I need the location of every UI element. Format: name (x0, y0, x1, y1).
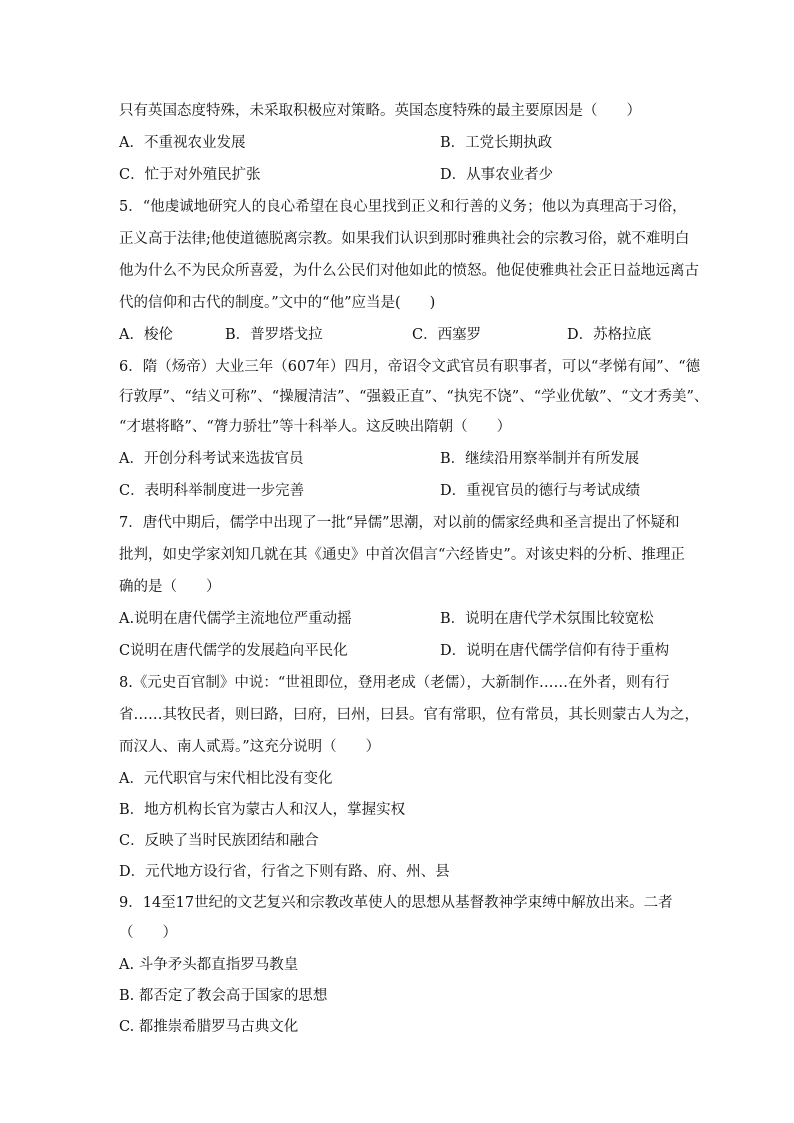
q8-stem-line-3: 而汉人、南人贰焉。”这充分说明（ ） (119, 739, 381, 755)
q8-stem-line-2: 省……其牧民者，则曰路，曰府，曰州，曰县。官有常职，位有常员，其长则蒙古人为之， (119, 707, 699, 723)
q9-option-a: A. 斗争矛头都直指罗马教皇 (119, 957, 299, 973)
q9-option-b: B. 都否定了教会高于国家的思想 (119, 988, 328, 1004)
q5-option-c: C．西塞罗 (412, 327, 482, 343)
q7-stem-line-2: 批判，如史学家刘知几就在其《通史》中首次倡言“六经皆史”。对该史料的分析、推理正 (119, 547, 685, 563)
q8-option-b: B．地方机构长官为蒙古人和汉人，掌握实权 (119, 802, 406, 818)
q6-stem-line-3: “才堪将略”、“膂力骄壮”等十科举人。这反映出隋朝（ ） (119, 419, 512, 435)
q7-stem-line-3: 确的是（ ） (119, 579, 221, 595)
q7-stem-line-1: 7．唐代中期后，儒学中出现了一批“异儒”思潮，对以前的儒家经典和圣言提出了怀疑和 (119, 515, 680, 531)
q7-option-c: C说明在唐代儒学的发展趋向平民化 (119, 643, 348, 659)
q4-option-d: D．从事农业者少 (440, 167, 554, 183)
q5-option-a: A．梭伦 (119, 327, 173, 343)
q8-option-d: D．元代地方设行省，行省之下则有路、府、州、县 (119, 864, 450, 880)
q5-stem-line-1: 5．“他虔诚地研究人的良心希望在良心里找到正义和行善的义务；他以为真理高于习俗， (119, 199, 687, 215)
q6-option-d: D．重视官员的德行与考试成绩 (440, 483, 641, 499)
q5-stem-line-3: 他为什么不为民众所喜爱，为什么公民们对他如此的愤怒。他促使雅典社会正日益地远离古 (119, 263, 699, 279)
q5-stem-line-4: 代的信仰和古代的制度。”文中的“他”应当是( ) (119, 295, 436, 311)
q5-option-b: B．普罗塔戈拉 (225, 327, 323, 343)
q6-stem-line-2: 行敦厚”、“结义可称”、“操履清洁”、“强毅正直”、“执宪不饶”、“学业优敏”、“文才秀美”、 (119, 389, 709, 405)
q4-option-a: A．不重视农业发展 (119, 135, 246, 151)
q9-option-c: C. 都推崇希腊罗马古典文化 (119, 1019, 299, 1035)
q8-option-c: C．反映了当时民族团结和融合 (119, 833, 319, 849)
q6-option-b: B．继续沿用察举制并有所发展 (440, 451, 640, 467)
q8-stem-line-1: 8.《元史百官制》中说：“世祖即位，登用老成（老儒），大新制作……在外者，则有行 (119, 675, 670, 691)
q5-option-d: D．苏格拉底 (567, 327, 652, 343)
q5-stem-line-2: 正义高于法律;他使道德脱离宗教。如果我们认识到那时雅典社会的宗教习俗，就不难明白 (119, 231, 690, 247)
q7-option-b: B．说明在唐代学术氛围比较宽松 (440, 611, 654, 627)
q8-option-a: A．元代职官与宋代相比没有变化 (119, 771, 333, 787)
q6-option-c: C．表明科举制度进一步完善 (119, 483, 305, 499)
q7-option-d: D．说明在唐代儒学信仰有待于重构 (440, 643, 670, 659)
q9-stem-line-1: 9．14至17世纪的文艺复兴和宗教改革使人的思想从基督教神学束缚中解放出来。二者 (119, 895, 673, 911)
q9-stem-line-2: （ ） (119, 925, 177, 941)
q6-stem-line-1: 6．隋（炀帝）大业三年（607年）四月，帝诏令文武官员有职事者，可以“孝悌有闻”、“德 (119, 359, 701, 375)
q4-option-b: B．工党长期执政 (440, 135, 553, 151)
q4-stem-tail: 只有英国态度特殊，未采取积极应对策略。英国态度特殊的最主要原因是（ ） (119, 103, 641, 119)
q6-option-a: A．开创分科考试来选拔官员 (119, 451, 304, 467)
q4-option-c: C．忙于对外殖民扩张 (119, 167, 261, 183)
q7-option-a: A.说明在唐代儒学主流地位严重动摇 (119, 611, 352, 627)
